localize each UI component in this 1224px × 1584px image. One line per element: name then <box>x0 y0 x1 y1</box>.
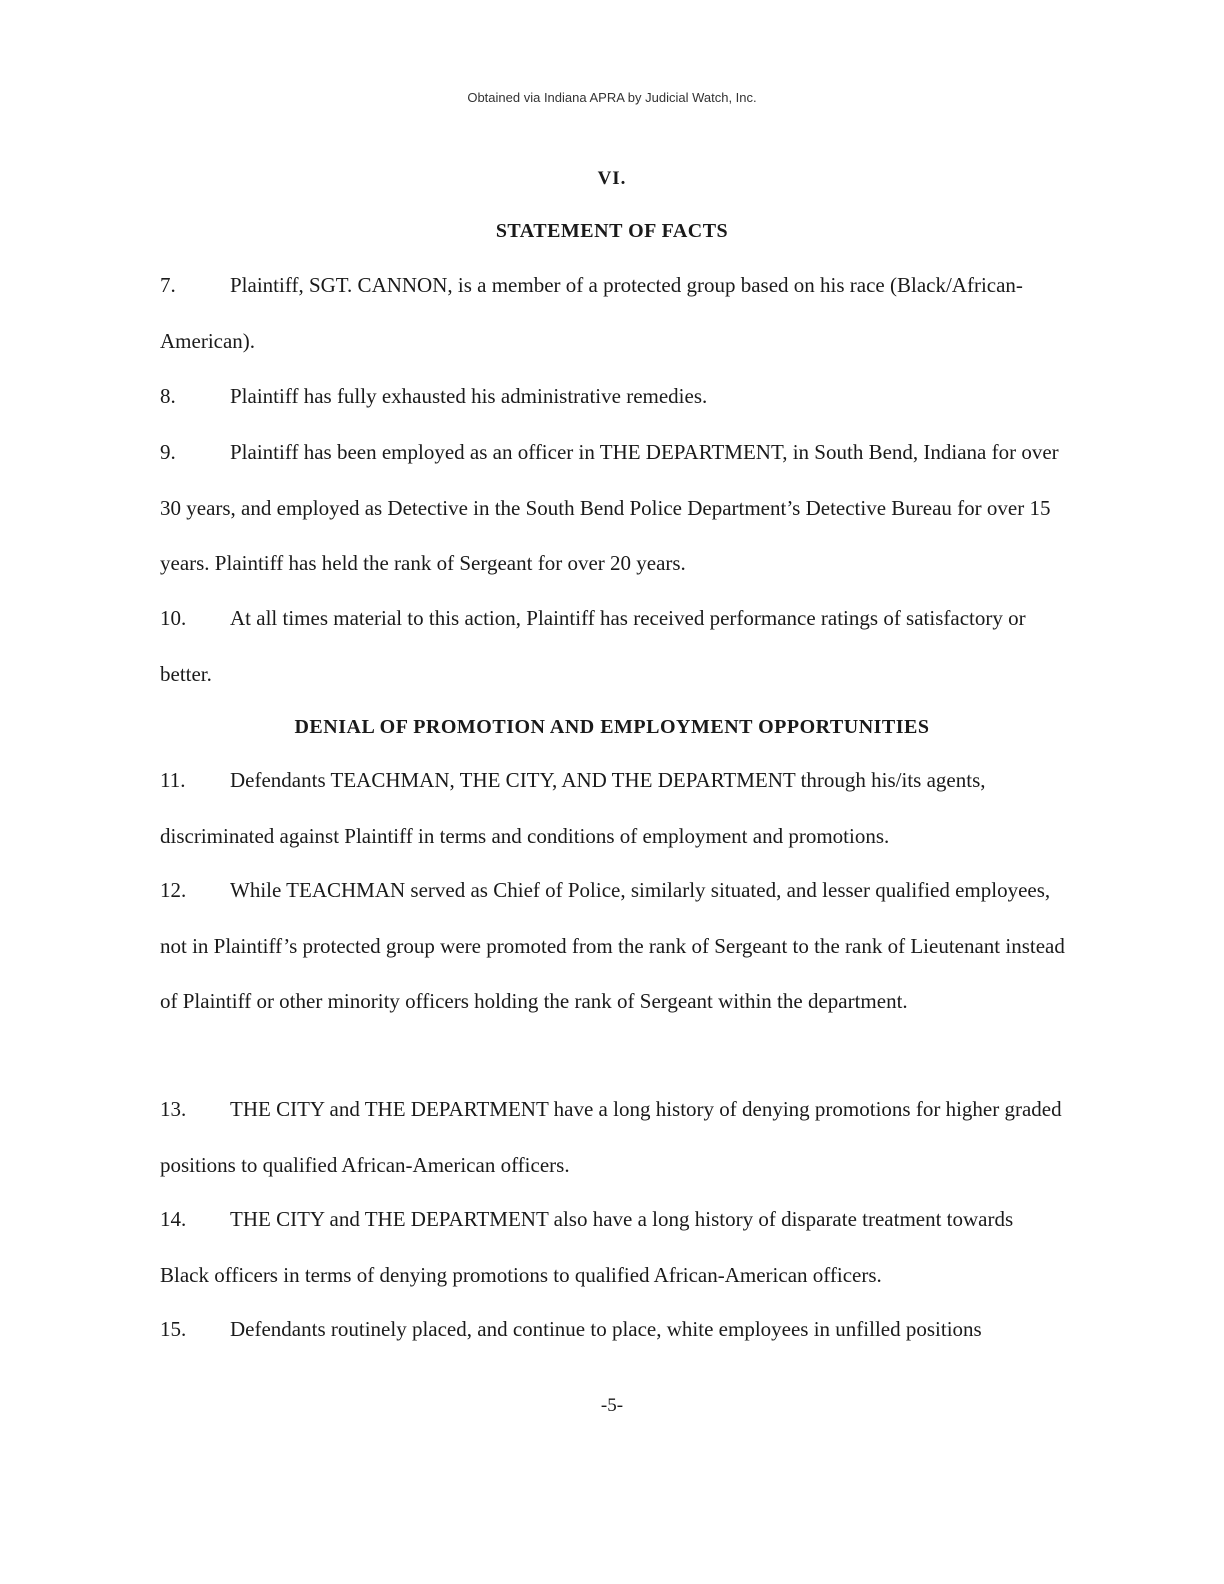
paragraph-number: 12. <box>160 878 187 902</box>
paragraph-8 <box>160 369 1065 425</box>
paragraph-text: While TEACHMAN served as Chief of Police, similarly situated, and lesser qualified employees, not in Plaintiff’s protected group were promoted from the rank of Sergeant to the rank of Lieutenant instead of Plaintiff or other minority officers holding the rank of Sergeant within the department. <box>160 878 1065 1013</box>
paragraph-number: 13. <box>160 1097 187 1121</box>
paragraph-7 <box>160 258 1065 369</box>
paragraph-text: Defendants TEACHMAN, THE CITY, AND THE DEPARTMENT through his/its agents, discriminated against Plaintiff in terms and conditions of employment and promotions. <box>160 768 986 848</box>
paragraph-text: Defendants routinely placed, and continue to place, white employees in unfilled positions <box>230 1317 982 1341</box>
paragraph-number: 8. <box>160 384 176 408</box>
paragraph-12 <box>160 863 1065 1030</box>
paragraph-9 <box>160 425 1065 592</box>
paragraph-10 <box>160 591 1065 702</box>
paragraph-13 <box>160 1082 1065 1193</box>
paragraph-number: 7. <box>160 273 176 297</box>
paragraph-text: Plaintiff has been employed as an officer in THE DEPARTMENT, in South Bend, Indiana for over 30 years, and employed as Detective in the South Bend Police Department’s Detective Bureau for over 15 years. Plaintiff has held the rank of Sergeant for over 20 years. <box>160 440 1059 575</box>
page-number: -5- <box>600 1395 624 1416</box>
paragraph-text: At all times material to this action, Plaintiff has received performance ratings of satisfactory or better. <box>160 606 1026 686</box>
paragraph-number: 9. <box>160 440 176 464</box>
paragraph-number: 14. <box>160 1207 187 1231</box>
section-number: VI. <box>597 168 627 189</box>
watermark: Obtained via Indiana APRA by Judicial Watch, Inc. <box>467 90 757 105</box>
paragraph-14 <box>160 1192 1065 1303</box>
paragraph-text: THE CITY and THE DEPARTMENT also have a long history of disparate treatment towards Black officers in terms of denying promotions to qualified African-American officers. <box>160 1207 1014 1287</box>
paragraph-text: Plaintiff has fully exhausted his administrative remedies. <box>230 384 708 408</box>
paragraph-text: Plaintiff, SGT. CANNON, is a member of a protected group based on his race (Black/African-American). <box>160 273 1023 353</box>
section-title: STATEMENT OF FACTS <box>495 220 729 242</box>
paragraph-number: 11. <box>160 768 186 792</box>
paragraph-15 <box>160 1302 1065 1358</box>
paragraph-text: THE CITY and THE DEPARTMENT have a long history of denying promotions for higher graded positions to qualified African-American officers. <box>160 1097 1062 1177</box>
subheading: DENIAL OF PROMOTION AND EMPLOYMENT OPPORTUNITIES <box>294 716 930 738</box>
paragraph-number: 10. <box>160 606 187 630</box>
paragraph-number: 15. <box>160 1317 187 1341</box>
paragraph-11 <box>160 753 1065 864</box>
